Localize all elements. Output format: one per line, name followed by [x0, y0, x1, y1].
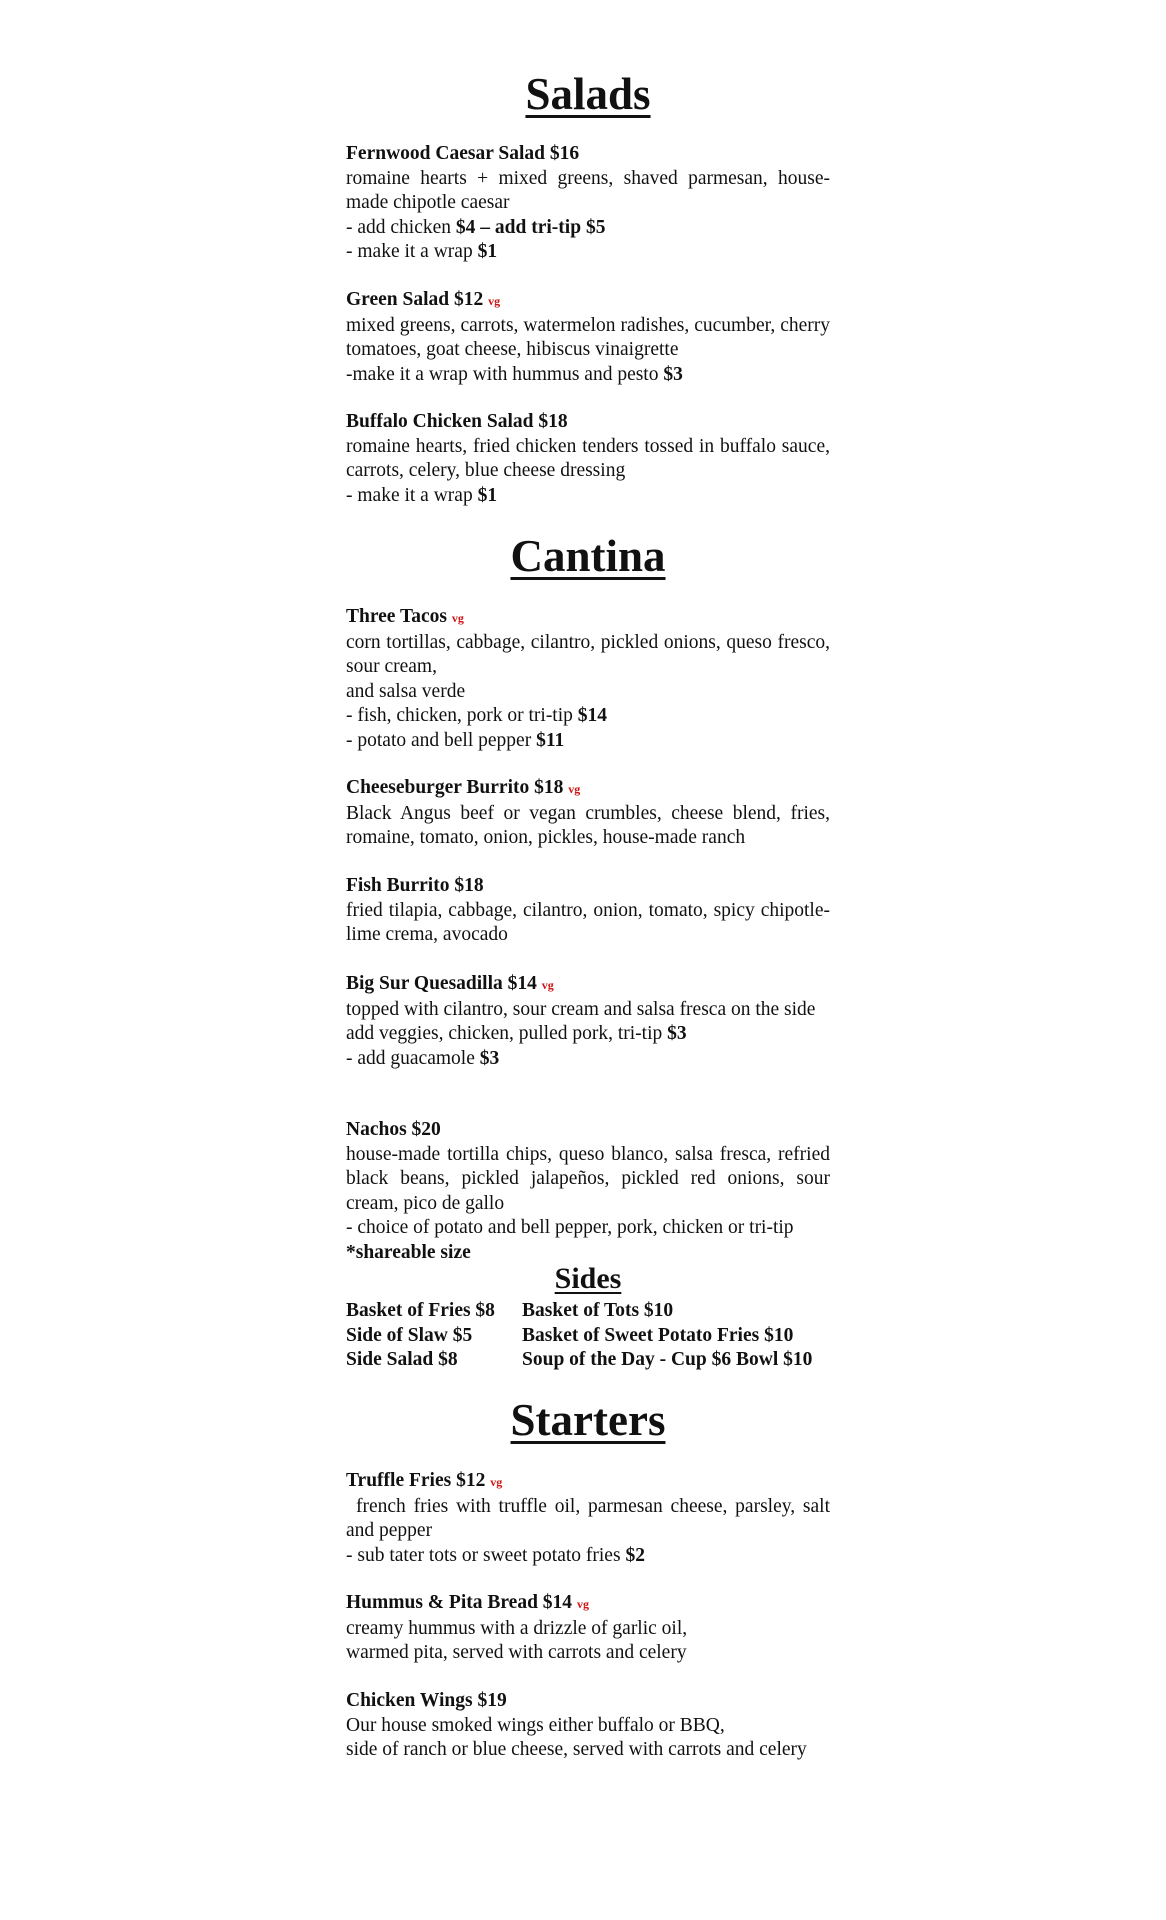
section-title-sides: Sides — [554, 1262, 622, 1295]
item-name: Big Sur Quesadilla $14 — [346, 973, 537, 994]
item-name: Cheeseburger Burrito $18 — [346, 777, 564, 798]
menu-item-cheeseburger-burrito — [346, 776, 830, 851]
menu-item-buffalo-chicken-salad — [346, 410, 830, 508]
side-item: Side Salad $8 — [346, 1349, 458, 1370]
item-description: corn tortillas, cabbage, cilantro, pickled onions, queso fresco, sour cream, — [346, 631, 830, 677]
menu-item-big-sur-quesadilla — [346, 972, 830, 1071]
item-description: fried tilapia, cabbage, cilantro, onion, tomato, spicy chipotle-lime crema, avocado — [346, 899, 830, 945]
side-item: Basket of Sweet Potato Fries $10 — [522, 1324, 794, 1346]
item-heading — [346, 776, 830, 802]
item-heading — [346, 972, 830, 998]
item-heading — [346, 1591, 830, 1617]
item-option: - make it a wrap $1 — [346, 484, 498, 506]
vegetarian-badge: vg — [541, 978, 554, 992]
item-option: - sub tater tots or sweet potato fries $2 — [346, 1544, 645, 1566]
vegetarian-badge: vg — [576, 1597, 589, 1611]
item-description: Black Angus beef or vegan crumbles, cheese blend, fries, romaine, tomato, onion, pickles, house-made ranch — [346, 802, 830, 848]
menu-item-green-salad — [346, 288, 830, 387]
side-item: Soup of the Day - Cup $6 Bowl $10 — [522, 1349, 813, 1370]
menu-item-three-tacos — [346, 605, 830, 753]
item-description: topped with cilantro, sour cream and salsa fresca on the side — [346, 998, 816, 1020]
item-name: Three Tacos — [346, 606, 447, 627]
menu-item-hummus-pita — [346, 1591, 830, 1666]
item-option: - choice of potato and bell pepper, pork, chicken or tri-tip — [346, 1217, 794, 1238]
item-description: french fries with truffle oil, parmesan cheese, parsley, salt and pepper — [346, 1495, 830, 1541]
item-name: Nachos $20 — [346, 1119, 441, 1140]
item-description: mixed greens, carrots, watermelon radishes, cucumber, cherry tomatoes, goat cheese, hibiscus vinaigrette — [346, 314, 830, 360]
item-option: - add guacamole $3 — [346, 1047, 500, 1069]
vegetarian-badge: vg — [451, 611, 464, 625]
item-option: - add chicken $4 – add tri-tip $5 — [346, 216, 606, 238]
item-heading — [346, 605, 830, 631]
item-heading — [346, 288, 830, 314]
item-name: Buffalo Chicken Salad $18 — [346, 411, 568, 432]
item-description: warmed pita, served with carrots and celery — [346, 1642, 687, 1663]
item-option: add veggies, chicken, pulled pork, tri-tip $3 — [346, 1023, 687, 1044]
item-name: Fernwood Caesar Salad $16 — [346, 143, 580, 164]
item-name: Hummus & Pita Bread $14 — [346, 1592, 573, 1613]
side-item: Basket of Fries $8 — [346, 1300, 495, 1321]
item-name: Green Salad $12 — [346, 289, 484, 310]
side-item: Side of Slaw $5 — [346, 1324, 473, 1346]
item-description: creamy hummus with a drizzle of garlic oil, — [346, 1617, 688, 1639]
item-option: - make it a wrap $1 — [346, 241, 498, 262]
vegetarian-badge: vg — [568, 782, 581, 796]
item-heading — [346, 1469, 830, 1495]
item-note: *shareable size — [346, 1241, 471, 1263]
item-description: side of ranch or blue cheese, served with carrots and celery — [346, 1739, 807, 1760]
item-name: Chicken Wings $19 — [346, 1690, 507, 1711]
section-title-starters: Starters — [510, 1395, 666, 1445]
section-title-cantina: Cantina — [510, 531, 666, 581]
item-description: Our house smoked wings either buffalo or BBQ, — [346, 1714, 725, 1736]
item-description: romaine hearts, fried chicken tenders tossed in buffalo sauce, carrots, celery, blue cheese dressing — [346, 435, 830, 481]
vegetarian-badge: vg — [488, 294, 501, 308]
section-title-salads: Salads — [525, 69, 651, 119]
item-option: -make it a wrap with hummus and pesto $3 — [346, 363, 683, 385]
item-option: - potato and bell pepper $11 — [346, 729, 565, 751]
vegetarian-badge: vg — [490, 1475, 503, 1489]
sides-row — [346, 1299, 830, 1324]
item-description: romaine hearts + mixed greens, shaved parmesan, house-made chipotle caesar — [346, 167, 830, 213]
sides-row — [346, 1324, 830, 1349]
item-name: Fish Burrito $18 — [346, 875, 484, 896]
side-item: Basket of Tots $10 — [522, 1300, 674, 1321]
item-description: house-made tortilla chips, queso blanco, salsa fresca, refried black beans, pickled jalapeños, pickled red onions, sour cream, pico de gallo — [346, 1143, 830, 1214]
item-name: Truffle Fries $12 — [346, 1470, 486, 1491]
item-description: and salsa verde — [346, 680, 466, 702]
menu-item-fish-burrito — [346, 874, 830, 948]
menu-item-fernwood-caesar — [346, 142, 830, 265]
menu-item-truffle-fries — [346, 1469, 830, 1568]
item-option: - fish, chicken, pork or tri-tip $14 — [346, 705, 608, 726]
sides-row — [346, 1348, 830, 1373]
menu-item-chicken-wings — [346, 1689, 830, 1763]
sides-list — [346, 1299, 830, 1373]
menu-item-nachos — [346, 1118, 830, 1265]
